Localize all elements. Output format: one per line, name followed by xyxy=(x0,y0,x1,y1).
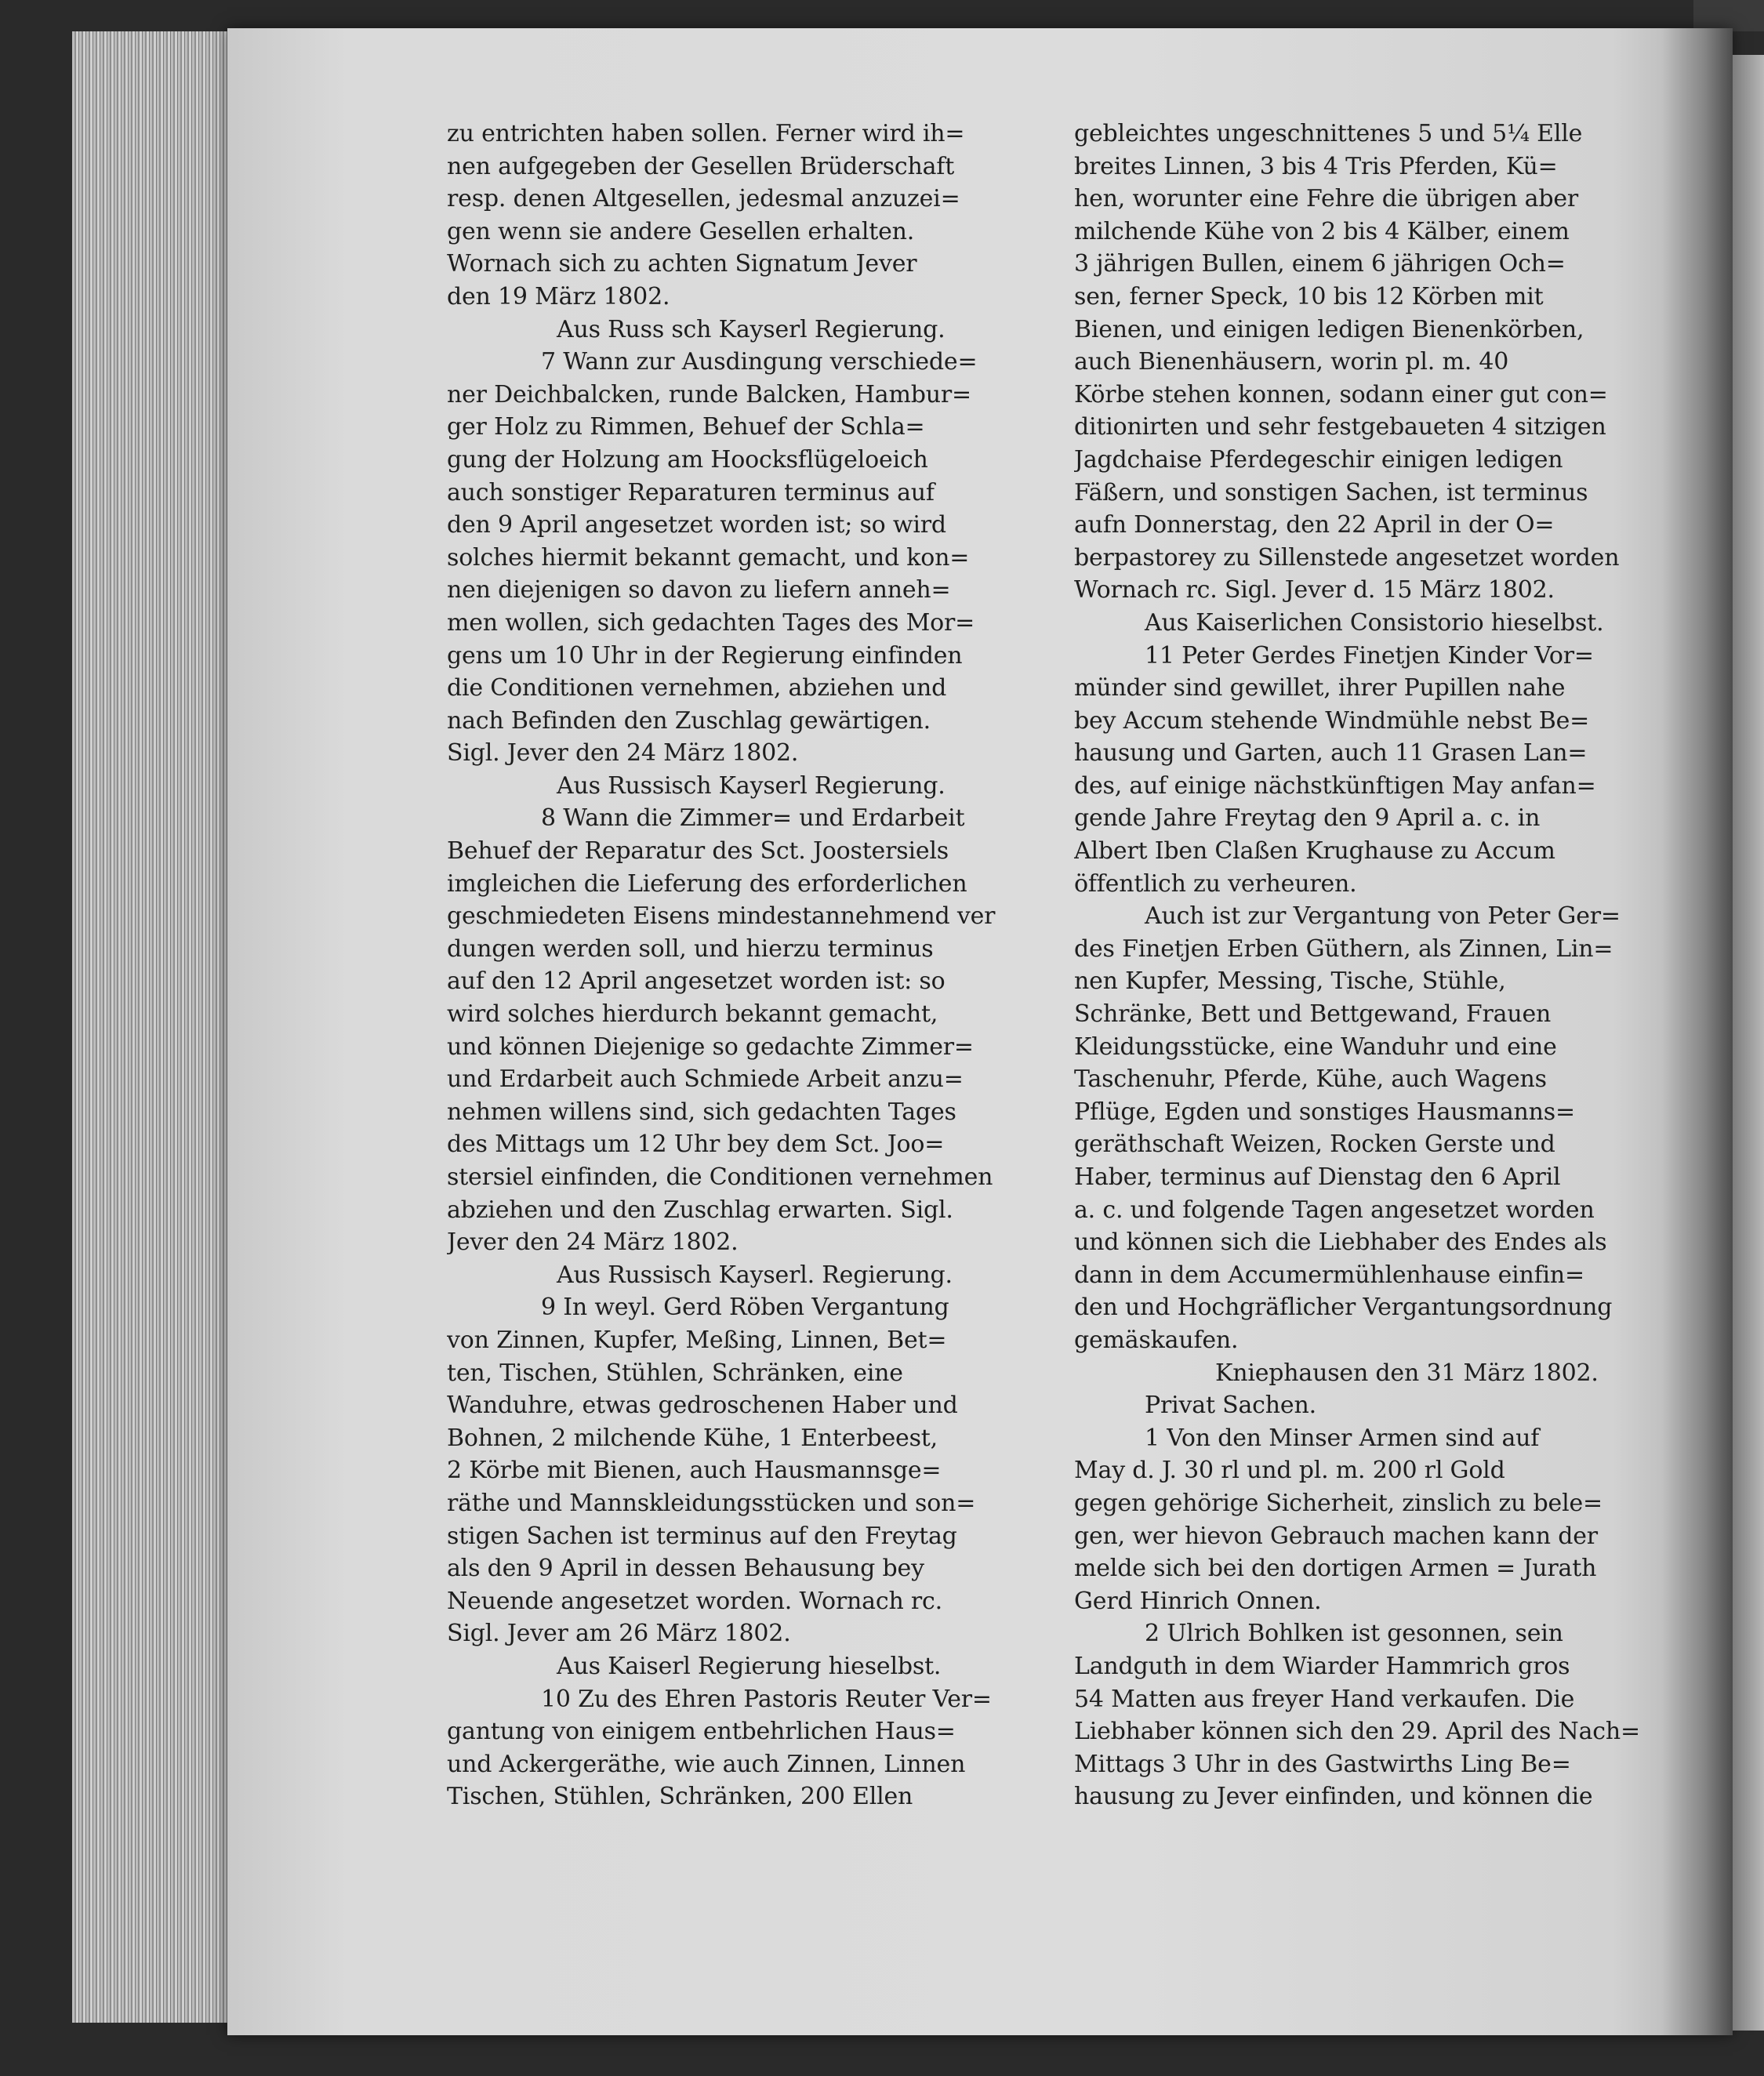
text-line: münder sind gewillet, ihrer Pupillen nahe xyxy=(1074,674,1566,702)
text-line: 7 Wann zur Ausdingung verschiede= xyxy=(541,348,978,376)
scan-corner xyxy=(1693,0,1764,31)
right-text-column xyxy=(1074,118,1686,1968)
text-line: gemäskaufen. xyxy=(1074,1326,1239,1354)
text-line: bey Accum stehende Windmühle nebst Be= xyxy=(1074,706,1590,735)
text-line: Albert Iben Claßen Krughause zu Accum xyxy=(1074,837,1555,866)
text-line: resp. denen Altgesellen, jedesmal anzuzei= xyxy=(447,185,960,213)
text-line: nen Kupfer, Messing, Tische, Stühle, xyxy=(1074,967,1506,996)
text-line: Wornach sich zu achten Signatum Jever xyxy=(447,250,917,278)
text-line: und können sich die Liebhaber des Endes als xyxy=(1074,1229,1607,1257)
text-line: räthe und Mannskleidungsstücken und son= xyxy=(447,1489,976,1517)
text-line: Taschenuhr, Pferde, Kühe, auch Wagens xyxy=(1074,1065,1547,1094)
text-line: Sigl. Jever am 26 März 1802. xyxy=(447,1620,791,1648)
text-line: auch Bienenhäusern, worin pl. m. 40 xyxy=(1074,348,1509,376)
text-line: Mittags 3 Uhr in des Gastwirths Ling Be= xyxy=(1074,1750,1571,1778)
text-line: Schränke, Bett und Bettgewand, Frauen xyxy=(1074,1000,1552,1029)
text-line: ger Holz zu Rimmen, Behuef der Schla= xyxy=(447,413,925,441)
text-line: als den 9 April in dessen Behausung bey xyxy=(447,1555,924,1583)
text-line: 11 Peter Gerdes Finetjen Kinder Vor= xyxy=(1145,641,1594,670)
text-line: geräthschaft Weizen, Rocken Gerste und xyxy=(1074,1131,1555,1159)
text-line: gantung von einigem entbehrlichen Haus= xyxy=(447,1718,956,1746)
text-line: nehmen willens sind, sich gedachten Tages xyxy=(447,1098,956,1126)
text-line: des Mittags um 12 Uhr bey dem Sct. Joo= xyxy=(447,1131,945,1159)
text-line: a. c. und folgende Tagen angesetzet worden xyxy=(1074,1196,1595,1224)
text-line: des Finetjen Erben Güthern, als Zinnen, Lin= xyxy=(1074,935,1613,963)
text-line: von Zinnen, Kupfer, Meßing, Linnen, Bet= xyxy=(447,1326,947,1354)
text-line: 2 Ulrich Bohlken ist gesonnen, sein xyxy=(1145,1620,1563,1648)
text-line: Privat Sachen. xyxy=(1145,1392,1316,1420)
text-line: stigen Sachen ist terminus auf den Freytag xyxy=(447,1522,957,1550)
text-line: nen aufgegeben der Gesellen Brüderschaft xyxy=(447,152,955,180)
text-line: Aus Kaiserlichen Consistorio hieselbst. xyxy=(1145,608,1604,637)
text-line: gende Jahre Freytag den 9 April a. c. in xyxy=(1074,804,1541,833)
book-page-edges xyxy=(72,31,230,2023)
text-line: und Erdarbeit auch Schmiede Arbeit anzu= xyxy=(447,1065,964,1094)
text-line: hausung zu Jever einfinden, und können die xyxy=(1074,1783,1593,1811)
text-line: Aus Kaiserl Regierung hieselbst. xyxy=(557,1652,942,1680)
text-line: öffentlich zu verheuren. xyxy=(1074,869,1357,898)
text-line: 54 Matten aus freyer Hand verkaufen. Die xyxy=(1074,1685,1575,1713)
text-line: gung der Holzung am Hoocksflügeloeich xyxy=(447,445,928,474)
text-line: und können Diejenige so gedachte Zimmer= xyxy=(447,1033,974,1061)
text-line: abziehen und den Zuschlag erwarten. Sigl. xyxy=(447,1196,953,1224)
text-line: Fäßern, und sonstigen Sachen, ist terminus xyxy=(1074,478,1588,506)
text-line: Tischen, Stühlen, Schränken, 200 Ellen xyxy=(447,1783,913,1811)
text-line: hen, worunter eine Fehre die übrigen aber xyxy=(1074,185,1579,213)
text-line: Liebhaber können sich den 29. April des Nach= xyxy=(1074,1718,1640,1746)
text-line: men wollen, sich gedachten Tages des Mor= xyxy=(447,608,975,637)
text-line: nach Befinden den Zuschlag gewärtigen. xyxy=(447,706,931,735)
left-text-column xyxy=(447,118,1058,1968)
text-line: Bienen, und einigen ledigen Bienenkörben, xyxy=(1074,315,1584,343)
text-line: breites Linnen, 3 bis 4 Tris Pferden, Kü= xyxy=(1074,152,1558,180)
text-line: Behuef der Reparatur des Sct. Joostersiels xyxy=(447,837,949,866)
text-line: Haber, terminus auf Dienstag den 6 April xyxy=(1074,1163,1561,1191)
text-line: imgleichen die Lieferung des erforderlichen xyxy=(447,869,967,898)
text-line: wird solches hierdurch bekannt gemacht, xyxy=(447,1000,938,1029)
text-line: Landguth in dem Wiarder Hammrich gros xyxy=(1074,1652,1570,1680)
text-line: gen, wer hievon Gebrauch machen kann der xyxy=(1074,1522,1598,1550)
text-line: dungen werden soll, und hierzu terminus xyxy=(447,935,934,963)
text-line: Aus Russisch Kayserl. Regierung. xyxy=(557,1261,953,1289)
text-line: Aus Russisch Kayserl Regierung. xyxy=(557,771,946,800)
text-line: den 9 April angesetzet worden ist; so wird xyxy=(447,511,946,539)
text-line: den und Hochgräflicher Vergantungsordnung xyxy=(1074,1294,1613,1322)
text-line: ditionirten und sehr festgebaueten 4 sitzigen xyxy=(1074,413,1606,441)
text-line: melde sich bei den dortigen Armen = Jurath xyxy=(1074,1555,1597,1583)
text-line: 2 Körbe mit Bienen, auch Hausmannsge= xyxy=(447,1457,942,1485)
text-line: May d. J. 30 rl und pl. m. 200 rl Gold xyxy=(1074,1457,1505,1485)
text-line: sen, ferner Speck, 10 bis 12 Körben mit xyxy=(1074,282,1544,310)
text-line: und Ackergeräthe, wie auch Zinnen, Linnen xyxy=(447,1750,966,1778)
text-line: Gerd Hinrich Onnen. xyxy=(1074,1587,1322,1615)
text-line: Kleidungsstücke, eine Wanduhr und eine xyxy=(1074,1033,1557,1061)
text-line: 10 Zu des Ehren Pastoris Reuter Ver= xyxy=(541,1685,992,1713)
text-line: Jagdchaise Pferdegeschir einigen ledigen xyxy=(1074,445,1563,474)
text-line: auf den 12 April angesetzet worden ist: so xyxy=(447,967,946,996)
text-line: des, auf einige nächstkünftigen May anfan= xyxy=(1074,771,1596,800)
text-line: Jever den 24 März 1802. xyxy=(447,1229,739,1257)
text-line: 9 In weyl. Gerd Röben Vergantung xyxy=(541,1294,949,1322)
text-line: Körbe stehen konnen, sodann einer gut con= xyxy=(1074,380,1608,408)
text-line: die Conditionen vernehmen, abziehen und xyxy=(447,674,947,702)
text-line: hausung und Garten, auch 11 Grasen Lan= xyxy=(1074,739,1588,768)
text-line: 8 Wann die Zimmer= und Erdarbeit xyxy=(541,804,965,833)
text-line: Neuende angesetzet worden. Wornach rc. xyxy=(447,1587,942,1615)
text-line: stersiel einfinden, die Conditionen vernehmen xyxy=(447,1163,993,1191)
text-line: solches hiermit bekannt gemacht, und kon= xyxy=(447,543,970,572)
text-line: Pflüge, Egden und sonstiges Hausmanns= xyxy=(1074,1098,1575,1126)
text-line: Kniephausen den 31 März 1802. xyxy=(1215,1359,1599,1387)
text-line: 1 Von den Minser Armen sind auf xyxy=(1145,1424,1540,1452)
text-line: gegen gehörige Sicherheit, zinslich zu bele= xyxy=(1074,1489,1602,1517)
text-line: milchende Kühe von 2 bis 4 Kälber, einem xyxy=(1074,217,1570,245)
text-line: dann in dem Accumermühlenhause einfin= xyxy=(1074,1261,1584,1289)
text-line: auch sonstiger Reparaturen terminus auf xyxy=(447,478,935,506)
text-line: 3 jährigen Bullen, einem 6 jährigen Och= xyxy=(1074,250,1566,278)
text-line: Wanduhre, etwas gedroschenen Haber und xyxy=(447,1392,958,1420)
text-line: Bohnen, 2 milchende Kühe, 1 Enterbeest, xyxy=(447,1424,938,1452)
text-line: gebleichtes ungeschnittenes 5 und 5¼ Elle xyxy=(1074,120,1583,147)
text-line: berpastorey zu Sillenstede angesetzet worden xyxy=(1074,543,1620,572)
text-line: Aus Russ sch Kayserl Regierung. xyxy=(557,315,946,343)
text-line: aufn Donnerstag, den 22 April in der O= xyxy=(1074,511,1555,539)
text-line: gens um 10 Uhr in der Regierung einfinden xyxy=(447,641,963,670)
text-line: Auch ist zur Vergantung von Peter Ger= xyxy=(1145,902,1621,931)
text-line: nen diejenigen so davon zu liefern anneh= xyxy=(447,576,951,604)
text-line: ner Deichbalcken, runde Balcken, Hambur= xyxy=(447,380,971,408)
text-line: gen wenn sie andere Gesellen erhalten. xyxy=(447,217,915,245)
text-line: zu entrichten haben sollen. Ferner wird ih= xyxy=(447,120,965,147)
text-line: geschmiedeten Eisens mindestannehmend ver xyxy=(447,902,996,931)
text-line: Wornach rc. Sigl. Jever d. 15 März 1802. xyxy=(1074,576,1555,604)
facing-page-edge xyxy=(1733,55,1764,2031)
text-line: Sigl. Jever den 24 März 1802. xyxy=(447,739,799,768)
text-line: ten, Tischen, Stühlen, Schränken, eine xyxy=(447,1359,903,1387)
text-line: den 19 März 1802. xyxy=(447,282,670,310)
